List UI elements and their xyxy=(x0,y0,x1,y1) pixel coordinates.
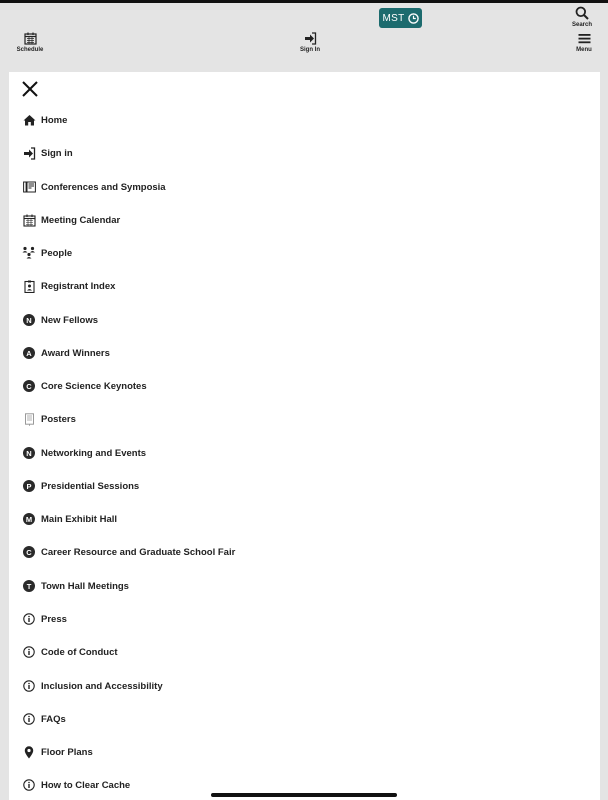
menu-item-registrant-index[interactable] xyxy=(22,276,115,296)
menu-item-label: Registrant Index xyxy=(41,280,116,292)
schedule-button[interactable] xyxy=(12,32,48,53)
menu-item-label: Floor Plans xyxy=(41,746,93,758)
map-pin-icon xyxy=(24,746,34,759)
menu-item-label: Presidential Sessions xyxy=(41,480,140,492)
menu-item-networking-and-events[interactable] xyxy=(22,443,146,463)
menu-item-new-fellows[interactable] xyxy=(22,310,98,330)
search-button[interactable] xyxy=(564,6,600,28)
people-icon xyxy=(22,246,36,260)
badge-icon xyxy=(24,280,35,293)
menu-item-label: Career Resource and Graduate School Fair xyxy=(41,546,236,558)
menu-item-label: Networking and Events xyxy=(41,447,147,459)
info-icon xyxy=(23,613,35,625)
menu-item-award-winners[interactable] xyxy=(22,343,110,363)
info-icon xyxy=(23,713,35,725)
hamburger-menu-icon xyxy=(578,32,591,45)
menu-item-faqs[interactable] xyxy=(22,709,66,729)
home-icon xyxy=(23,114,36,126)
search-icon xyxy=(575,6,589,20)
menu-item-label: Meeting Calendar xyxy=(41,214,121,226)
menu-item-label: Home xyxy=(41,114,68,126)
schedule-label: Schedule xyxy=(16,47,44,53)
menu-item-label: Main Exhibit Hall xyxy=(41,513,118,525)
sign-in-label: Sign In xyxy=(300,47,320,53)
menu-item-label: Posters xyxy=(41,413,76,425)
top-navigation-bar xyxy=(0,3,608,65)
sign-in-icon xyxy=(304,32,317,45)
timezone-button[interactable] xyxy=(379,8,422,28)
timezone-label: MST xyxy=(382,12,405,24)
menu-item-sign-in[interactable] xyxy=(22,143,73,163)
navigation-menu-panel xyxy=(9,72,600,800)
home-indicator[interactable] xyxy=(211,793,397,797)
menu-item-floor-plans[interactable] xyxy=(22,742,93,762)
letter-m-icon: M xyxy=(23,513,35,525)
menu-item-career-resource-fair[interactable] xyxy=(22,542,235,562)
letter-n-icon: N xyxy=(23,447,35,459)
letter-n-icon: N xyxy=(23,314,35,326)
menu-item-meeting-calendar[interactable] xyxy=(22,210,120,230)
letter-p-icon: P xyxy=(23,480,35,492)
sign-in-button[interactable] xyxy=(292,32,328,53)
newspaper-icon xyxy=(23,181,36,193)
menu-item-label: Town Hall Meetings xyxy=(41,580,129,592)
letter-t-icon: T xyxy=(23,580,35,592)
poster-icon xyxy=(24,413,35,426)
menu-button[interactable] xyxy=(566,32,602,53)
menu-item-home[interactable] xyxy=(22,110,67,130)
menu-item-label: Code of Conduct xyxy=(41,646,118,658)
calendar-icon xyxy=(23,214,36,227)
menu-item-label: Inclusion and Accessibility xyxy=(41,680,163,692)
info-icon xyxy=(23,779,35,791)
menu-item-main-exhibit-hall[interactable] xyxy=(22,509,117,529)
menu-item-label: How to Clear Cache xyxy=(41,779,131,791)
search-label: Search xyxy=(571,22,592,28)
letter-a-icon: A xyxy=(23,347,35,359)
menu-item-label: Sign in xyxy=(41,147,73,159)
menu-item-label: Core Science Keynotes xyxy=(41,380,147,392)
letter-c-icon: C xyxy=(23,380,35,392)
menu-item-label: People xyxy=(41,247,73,259)
menu-item-label: New Fellows xyxy=(41,314,99,326)
menu-item-people[interactable] xyxy=(22,243,72,263)
menu-item-how-to-clear-cache[interactable] xyxy=(22,775,130,795)
calendar-icon xyxy=(24,32,37,45)
menu-item-label: Conferences and Symposia xyxy=(41,181,166,193)
sign-in-icon xyxy=(23,147,36,160)
menu-item-posters[interactable] xyxy=(22,409,76,429)
close-icon[interactable] xyxy=(21,80,39,98)
menu-item-label: Award Winners xyxy=(41,347,110,359)
clock-icon xyxy=(408,13,419,24)
menu-label: Menu xyxy=(576,47,592,53)
menu-item-label: Press xyxy=(41,613,67,625)
menu-item-core-science-keynotes[interactable] xyxy=(22,376,147,396)
menu-item-town-hall-meetings[interactable] xyxy=(22,576,129,596)
menu-item-code-of-conduct[interactable] xyxy=(22,642,118,662)
info-icon xyxy=(23,646,35,658)
menu-item-presidential-sessions[interactable] xyxy=(22,476,139,496)
menu-item-inclusion-and-accessibility[interactable] xyxy=(22,676,163,696)
menu-item-label: FAQs xyxy=(41,713,66,725)
menu-item-conferences[interactable] xyxy=(22,177,166,197)
menu-item-press[interactable] xyxy=(22,609,67,629)
letter-c-icon: C xyxy=(23,546,35,558)
info-icon xyxy=(23,680,35,692)
